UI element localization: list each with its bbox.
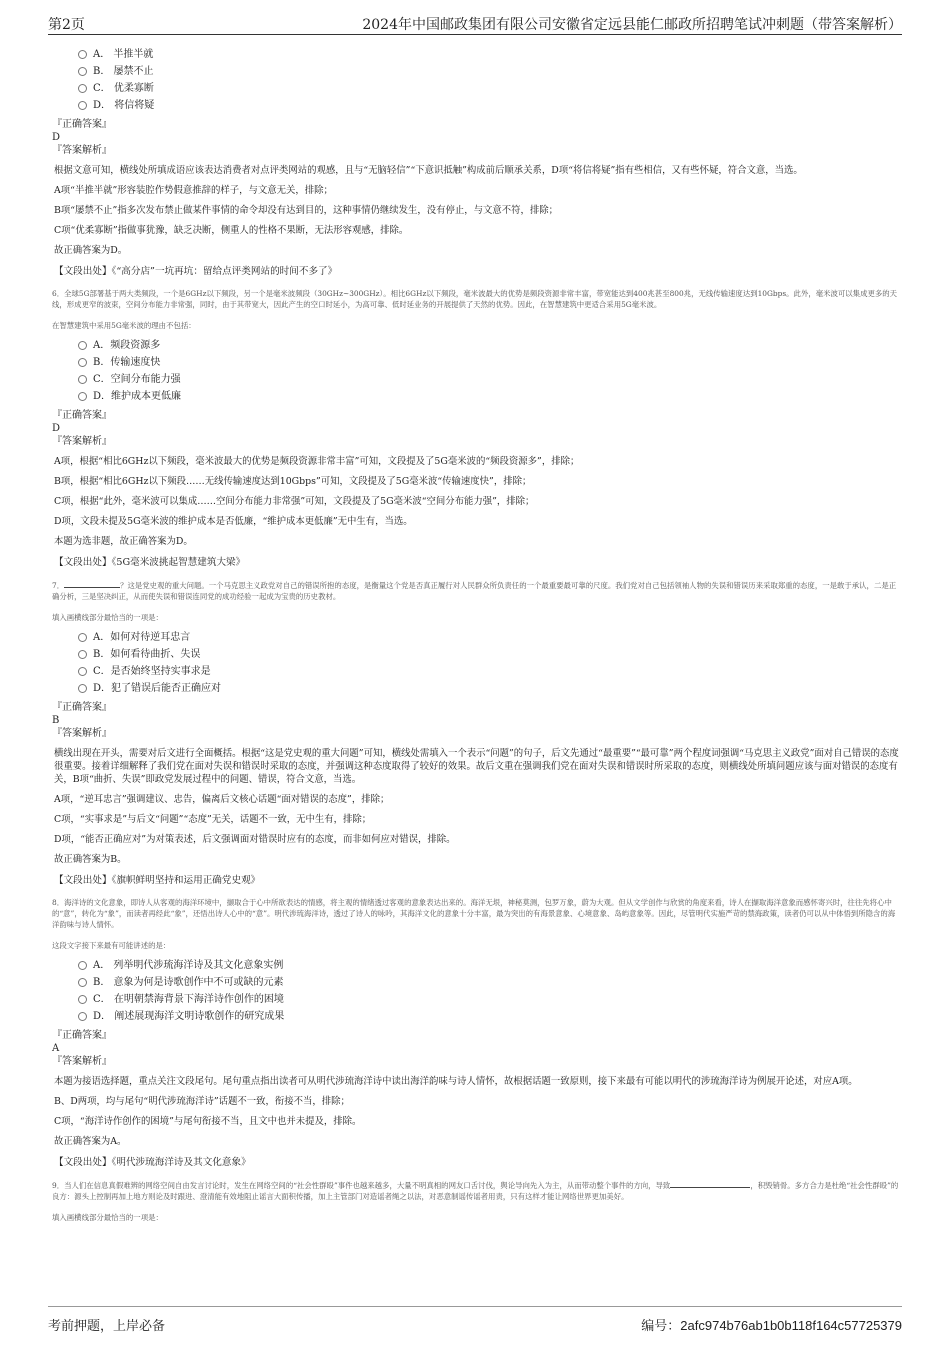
- radio-icon[interactable]: [78, 84, 87, 93]
- q6-answer: D: [52, 423, 61, 434]
- page-footer: [48, 1306, 902, 1337]
- q8-stem: 8．海洋诗的文化意象，即诗人从客观的海洋环境中，撷取合于心中所欲表达的情感，将主观的情绪透过客观的意象表达出来的。海洋无垠，神秘莫测，包罗万象，蔚为大观。但从文学创作与欣赏的角度来看，诗人在撷取海洋意象而感怀寄兴时，往往先将心中的“意”，转化为“象”，而读者再经此“象”，还悟出诗人心中的“意”。明代涉琉海洋诗，透过了诗人的咏吟，其海洋文化的意象十分丰富，最为突出的有海景意象、心境意象、岛屿意象等。因此，尽管明代实施严苛的禁海政策，读者仍可以从中体悟到所隐含的海洋韵味与诗人情怀。: [52, 898, 896, 929]
- q7-ask: 填入画横线部分最恰当的一项是：: [52, 613, 163, 622]
- q5-analysis-2: A项“半推半就”形容装腔作势假意推辞的样子，与文意无关，排除；: [54, 185, 333, 196]
- q5-option-d[interactable]: D． 将信将疑: [78, 97, 902, 114]
- q6-analysis-5: 本题为选非题，故正确答案为D。: [54, 536, 193, 547]
- answer-label: 『正确答案』: [52, 119, 112, 130]
- radio-icon[interactable]: [78, 50, 87, 59]
- q5-source: 【文段出处】《“高分店”一坑再坑：留给点评类网站的时间不多了》: [54, 266, 338, 277]
- q7-option-b[interactable]: B．如何看待曲折、失误: [78, 646, 902, 663]
- q8-analysis-3: C项，“海洋诗作创作的困境”与尾句衔接不当，且文中也并未提及，排除。: [54, 1116, 362, 1127]
- q7-option-c[interactable]: C．是否始终坚持实事求是: [78, 663, 902, 680]
- radio-icon[interactable]: [78, 67, 87, 76]
- footer-slogan: 考前押题，上岸必备: [48, 1319, 166, 1334]
- q8-analysis-1: 本题为接语选择题，重点关注文段尾句。尾句重点指出读者可从明代涉琉海洋诗中读出海洋韵味与诗人情怀，故根据话题一致原则，接下来最有可能以明代的涉琉海洋诗为例展开论述，对应A项。: [54, 1076, 858, 1087]
- radio-icon[interactable]: [78, 650, 87, 659]
- q7-option-d[interactable]: D．犯了错误后能否正确应对: [78, 680, 902, 697]
- q7-analysis-4: D项，“能否正确应对”为对策表述，后文强调面对错误时应有的态度，而非如何应对错误，排除。: [54, 834, 456, 845]
- fill-blank: [670, 1179, 750, 1188]
- q5-analysis-3: B项“屡禁不止”指多次发布禁止做某件事情的命令却没有达到目的，这种事情仍继续发生，没有停止，与文意不符，排除；: [54, 205, 558, 216]
- radio-icon[interactable]: [78, 684, 87, 693]
- q6-stem: 6．全球5G部署基于两大类频段，一个是6GHz以下频段，另一个是毫米波频段（30GHz~300GHz）。相比6GHz以下频段，毫米波最大的优势是频段资源非常丰富，带宽能达到400兆甚至800兆，无线传输速度达到10Gbps。此外，毫米波可以集成更多的天线，形成更窄的波束，空间分布能力非常强，同时，由于其带宽大，因此产生的空口时延小，为高可靠、低时延业务的开展提供了天然的优势。因此，在智慧建筑中更适合采用5G毫米波。: [52, 289, 898, 309]
- page-number: 第2页: [48, 17, 85, 33]
- q5-option-b[interactable]: B． 屡禁不止: [78, 63, 902, 80]
- radio-icon[interactable]: [78, 1012, 87, 1021]
- q5-analysis-5: 故正确答案为D。: [54, 245, 128, 256]
- document-title: 2024年中国邮政集团有限公司安徽省定远县能仁邮政所招聘笔试冲刺题（带答案解析）: [362, 17, 902, 33]
- q5-option-c[interactable]: C． 优柔寡断: [78, 80, 902, 97]
- q6-ask: 在智慧建筑中采用5G毫米波的理由不包括：: [52, 321, 196, 330]
- q7-options: [78, 629, 902, 697]
- analysis-label: 『答案解析』: [52, 436, 112, 447]
- answer-label: 『正确答案』: [52, 702, 112, 713]
- q7-analysis-3: C项，“实事求是”与后文“问题”“态度”无关，话题不一致，无中生有，排除；: [54, 814, 372, 825]
- q6-analysis-1: A项，根据“相比6GHz以下频段，毫米波最大的优势是频段资源非常丰富”可知，文段提及了5G毫米波的“频段资源多”，排除；: [54, 456, 580, 467]
- q6-analysis-4: D项，文段未提及5G毫米波的维护成本是否低廉，“维护成本更低廉”无中生有，当选。: [54, 516, 413, 527]
- radio-icon[interactable]: [78, 101, 87, 110]
- radio-icon[interactable]: [78, 375, 87, 384]
- q6-options: [78, 337, 902, 405]
- q7-analysis-1: 横线出现在开头，需要对后文进行全面概括。根据“这是党史观的重大问题”可知，横线处需填入一个表示“问题”的句子，后文先通过“最重要”“最可靠”两个程度词强调“马克思主义政党”面对自己错误的态度很重要。接着详细解释了我们党在面对失误和错误时采取的态度，并强调这种态度取得了较好的效果。故后文重在强调我们党在面对失误和错误时所采取的态度，则横线处所填问题应该与面对错误的态度有关，B项“曲折、失误”即政党发展过程中的问题、错误，符合文意，当选。: [54, 748, 899, 785]
- q8-analysis-4: 故正确答案为A。: [54, 1136, 127, 1147]
- q9-ask: 填入画横线部分最恰当的一项是：: [52, 1213, 163, 1222]
- q8-option-b[interactable]: B． 意象为何是诗歌创作中不可或缺的元素: [78, 974, 902, 991]
- q8-ask: 这段文字接下来最有可能讲述的是：: [52, 941, 171, 950]
- q8-option-d[interactable]: D． 阐述展现海洋文明诗歌创作的研究成果: [78, 1008, 902, 1025]
- q8-options: [78, 957, 902, 1025]
- page-content: [52, 40, 902, 1229]
- q9-stem: 9．当人们在信息真假难辨的网络空间自由发言讨论时，发生在网络空间的“社会性群殴”事件也越来越多，大量不明真相的网友口舌讨伐，舆论导向先入为主，从而带动整个事件的方向，导致 ，积毁销骨。多方合力是杜绝“社会性群殴”的良方：源头上控制再加上地方则论及时跟进、澄清能有效地阻止谣言大面积传播，加上主管部门对造谣者绳之以法，对恶意制谣传谣者用责，只有这样才能让网络世界更加美好。: [52, 1181, 899, 1201]
- radio-icon[interactable]: [78, 995, 87, 1004]
- document-id: 编号：2afc974b76ab1b0b118f164c57725379: [641, 1318, 902, 1333]
- q5-analysis-1: 根据文意可知，横线处所填成语应该表达消费者对点评类网站的观感，且与“无脑轻信”“下意识抵触”构成前后顺承关系，D项“将信将疑”指有些相信，又有些怀疑，符合文意，当选。: [54, 165, 803, 176]
- q6-option-a[interactable]: A．频段资源多: [78, 337, 902, 354]
- analysis-label: 『答案解析』: [52, 1056, 112, 1067]
- q6-option-d[interactable]: D．维护成本更低廉: [78, 388, 902, 405]
- radio-icon[interactable]: [78, 633, 87, 642]
- q7-answer: B: [52, 715, 60, 726]
- q7-source: 【文段出处】《旗帜鲜明坚持和运用正确党史观》: [54, 875, 261, 886]
- radio-icon[interactable]: [78, 358, 87, 367]
- analysis-label: 『答案解析』: [52, 145, 112, 156]
- q5-option-a[interactable]: A． 半推半就: [78, 46, 902, 63]
- q5-options: [78, 46, 902, 114]
- q8-analysis-2: B、D两项，均与尾句“明代涉琉海洋诗”话题不一致，衔接不当，排除；: [54, 1096, 350, 1107]
- q6-analysis-3: C项，根据“此外，毫米波可以集成……空间分布能力非常强”可知，文段提及了5G毫米波“空间分布能力强”，排除；: [54, 496, 535, 507]
- answer-label: 『正确答案』: [52, 1030, 112, 1041]
- radio-icon[interactable]: [78, 667, 87, 676]
- q5-analysis-4: C项“优柔寡断”指做事犹豫，缺乏决断，侧重人的性格不果断，无法形容观感，排除。: [54, 225, 409, 236]
- q8-source: 【文段出处】《明代涉琉海洋诗及其文化意象》: [54, 1157, 251, 1168]
- q6-analysis-2: B项，根据“相比6GHz以下频段……无线传输速度达到10Gbps”可知，文段提及了5G毫米波“传输速度快”，排除；: [54, 476, 532, 487]
- q7-option-a[interactable]: A．如何对待逆耳忠言: [78, 629, 902, 646]
- radio-icon[interactable]: [78, 978, 87, 987]
- radio-icon[interactable]: [78, 392, 87, 401]
- radio-icon[interactable]: [78, 341, 87, 350]
- answer-label: 『正确答案』: [52, 410, 112, 421]
- analysis-label: 『答案解析』: [52, 728, 112, 739]
- q6-option-c[interactable]: C．空间分布能力强: [78, 371, 902, 388]
- q7-stem: 7． ？这是党史观的重大问题。一个马克思主义政党对自己的错误所抱的态度，是衡量这个党是否真正履行对人民群众所负责任的一个最重要最可靠的尺度。我们党对自己包括领袖人物的失误和错误历来采取郑重的态度，一是敢于承认，二是正确分析，三是坚决纠正，从而使失误和错误连同党的成功经验一起成为宝贵的历史教材。: [52, 581, 897, 601]
- page-header: [48, 10, 902, 35]
- q7-analysis-5: 故正确答案为B。: [54, 854, 127, 865]
- q8-answer: A: [52, 1043, 60, 1054]
- q6-source: 【文段出处】《5G毫米波挑起智慧建筑大梁》: [54, 557, 246, 568]
- q6-option-b[interactable]: B．传输速度快: [78, 354, 902, 371]
- q8-option-a[interactable]: A． 列举明代涉琉海洋诗及其文化意象实例: [78, 957, 902, 974]
- q5-answer: D: [52, 132, 61, 143]
- q7-analysis-2: A项，“逆耳忠言”强调建议、忠告，偏离后文核心话题“面对错误的态度”，排除；: [54, 794, 390, 805]
- q8-option-c[interactable]: C． 在明朝禁海背景下海洋诗作创作的困境: [78, 991, 902, 1008]
- fill-blank: [64, 579, 120, 588]
- radio-icon[interactable]: [78, 961, 87, 970]
